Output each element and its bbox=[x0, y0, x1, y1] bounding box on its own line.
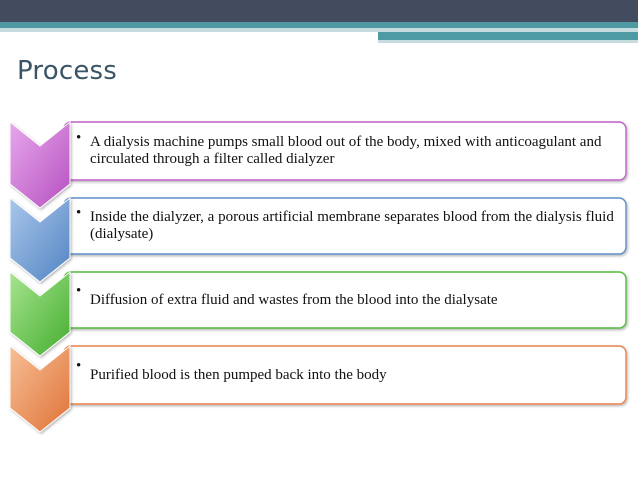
step-4-label: Purified blood is then pumped back into the body bbox=[90, 366, 387, 383]
step-3-text bbox=[76, 283, 618, 317]
step-4-text bbox=[76, 358, 618, 392]
step-1-text bbox=[76, 130, 618, 172]
slide-title: Process bbox=[17, 56, 118, 86]
step-4-chevron-icon bbox=[10, 346, 70, 432]
bullet: • bbox=[76, 130, 82, 146]
step-2-text bbox=[76, 205, 618, 247]
step-3-label: Diffusion of extra fluid and wastes from the blood into the dialysate bbox=[90, 291, 498, 308]
bullet: • bbox=[76, 283, 82, 299]
step-2-label: Inside the dialyzer, a porous artificial membrane separates blood from the dialysis fluid (dialysate) bbox=[90, 209, 614, 242]
step-3-chevron-icon bbox=[10, 272, 70, 356]
bullet: • bbox=[76, 358, 82, 374]
step-1-chevron-icon bbox=[10, 122, 70, 208]
bullet: • bbox=[76, 205, 82, 221]
step-1-label: A dialysis machine pumps small blood out of the body, mixed with anticoagulant and circulated through a filter called dialyzer bbox=[90, 134, 602, 167]
step-2-chevron-icon bbox=[10, 198, 70, 282]
